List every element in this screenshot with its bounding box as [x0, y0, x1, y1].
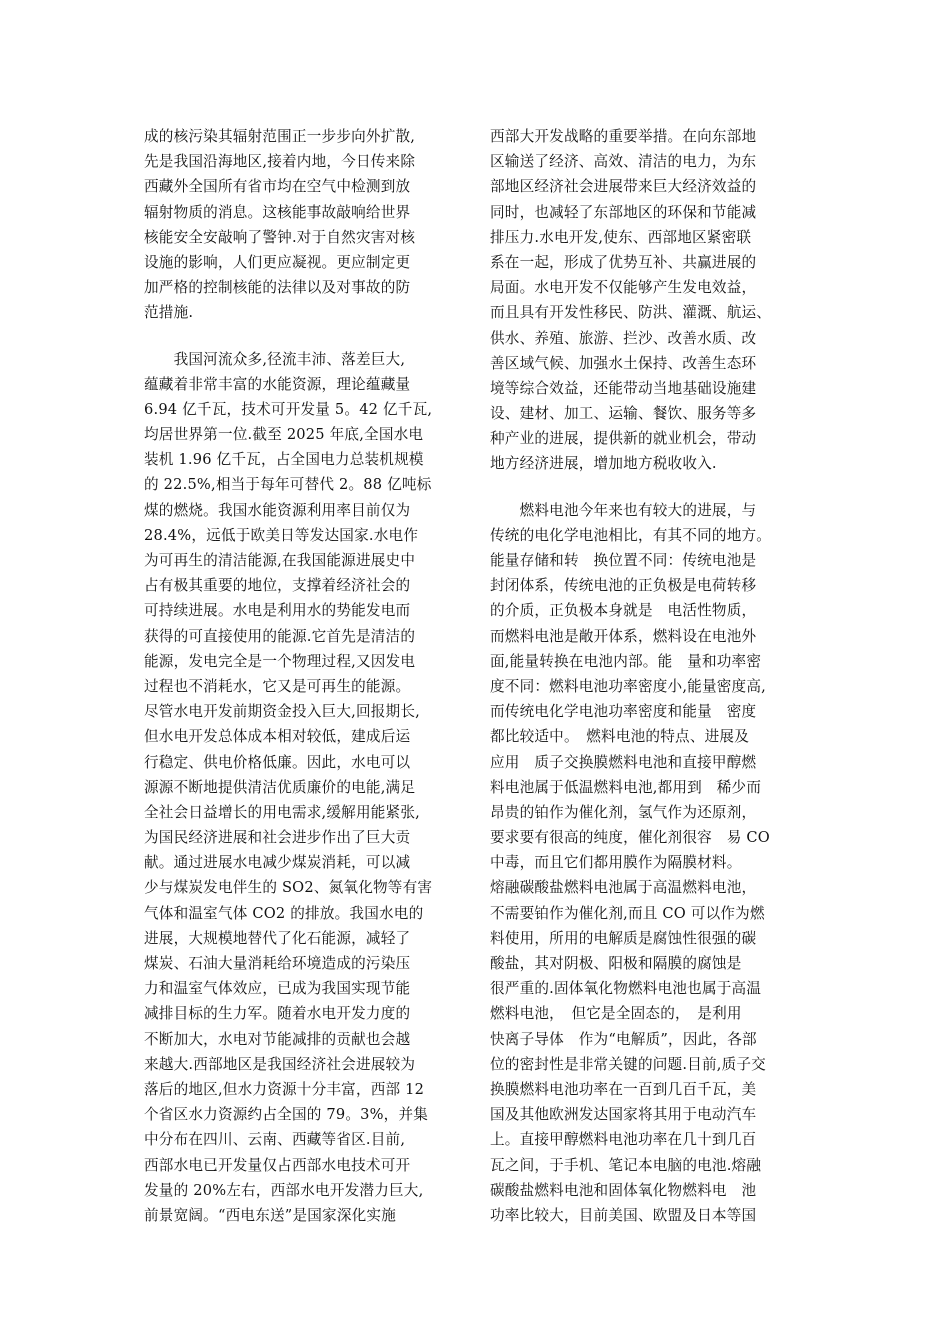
text-line: 中分布在四川、云南、西藏等省区.目前,	[144, 1131, 406, 1149]
paragraph-gap	[490, 477, 812, 498]
text-line: 功率比较大，目前美国、欧盟及日本等国	[490, 1206, 757, 1224]
text-line: 燃料电池今年来也有较大的进展，与	[490, 501, 757, 519]
text-line: 地方经济进展，增加地方税收收入.	[490, 455, 717, 473]
text-line: 面,能量转换在电池内部。能 量和功率密	[490, 652, 762, 670]
text-line: 成的核污染其辐射范围正一步步向外扩散,	[144, 128, 416, 145]
left-paragraph-2	[144, 347, 464, 1229]
text-line: 获得的可直接使用的能源.它首先是清洁的	[144, 627, 416, 645]
text-line: 来越大.西部地区是我国经济社会进展较为	[144, 1055, 416, 1073]
text-line: 位的密封性是非常关键的问题.目前,质子交	[490, 1055, 766, 1073]
text-line: 封闭体系，传统电池的正负极是电荷转移	[490, 577, 757, 595]
text-line: 快离子导体 作为“电解质”，因此，各部	[490, 1030, 757, 1048]
text-line: 不断加大，水电对节能减排的贡献也会越	[144, 1030, 411, 1048]
text-line: 而传统电化学电池功率密度和能量 密度	[490, 703, 757, 721]
right-paragraph-1	[490, 124, 812, 477]
text-line: 度不同：燃料电池功率密度小,能量密度高,	[490, 677, 766, 695]
text-line: 而燃料电池是敞开体系，燃料设在电池外	[490, 627, 757, 645]
text-line: 西藏外全国所有省市均在空气中检测到放	[144, 178, 411, 196]
text-line: 落后的地区,但水力资源十分丰富，西部 12	[144, 1080, 425, 1098]
text-line: 装机 1.96 亿千瓦，占全国电力总装机规模	[144, 451, 424, 469]
text-line: 能量存储和转 换位置不同：传统电池是	[490, 552, 757, 569]
text-line: 28.4%，远低于欧美日等发达国家.水电作	[144, 526, 419, 544]
paragraph-gap	[144, 326, 464, 347]
text-line: 源源不断地提供清洁优质廉价的电能,满足	[144, 778, 416, 796]
text-line: 核能安全安敲响了警钟.对于自然灾害对核	[144, 228, 416, 246]
text-line: 6.94 亿千瓦，技术可开发量 5。42 亿千瓦,	[144, 400, 433, 418]
text-line: 部地区经济社会进展带来巨大经济效益的	[490, 178, 757, 196]
text-line: 燃料电池， 但它是全固态的， 是利用	[490, 1005, 742, 1023]
text-line: 进展，大规模地替代了化石能源，减轻了	[144, 929, 411, 947]
text-line: 但水电开发总体成本相对较低，建成后运	[144, 728, 411, 746]
text-line: 煤的燃烧。我国水能资源利用率目前仅为	[144, 501, 411, 519]
text-line: 的介质，正负极本身就是 电活性物质，	[490, 602, 757, 620]
text-line: 而且具有开发性移民、防洪、灌溉、航运、	[490, 304, 772, 322]
text-line: 可持续进展。水电是利用水的势能发电而	[144, 602, 411, 620]
text-line: 国及其他欧洲发达国家将其用于电动汽车	[490, 1106, 757, 1124]
text-line: 能源，发电完全是一个物理过程,又因发电	[144, 652, 416, 670]
text-line: 为国民经济进展和社会进步作出了巨大贡	[144, 829, 411, 847]
text-line: 全社会日益增长的用电需求,缓解用能紧张,	[144, 803, 420, 821]
text-line: 尽管水电开发前期资金投入巨大,回报期长,	[144, 703, 420, 721]
text-line: 我国河流众多,径流丰沛、落差巨大,	[144, 350, 406, 368]
text-line: 传统的电化学电池相比，有其不同的地方。	[490, 526, 772, 544]
text-line: 种产业的进展，提供新的就业机会，带动	[490, 430, 757, 448]
text-line: 行稳定、供电价格低廉。因此，水电可以	[144, 753, 411, 771]
text-line: 的 22.5%,相当于每年可替代 2。88 亿吨标	[144, 476, 432, 494]
text-line: 少与煤炭发电伴生的 SO2、氮氧化物等有害	[144, 879, 433, 897]
text-line: 瓦之间，于手机、笔记本电脑的电池.熔融	[490, 1156, 762, 1174]
text-line: 占有极其重要的地位，支撑着经济社会的	[144, 577, 411, 595]
text-line: 辐射物质的消息。这核能事故敲响给世界	[144, 203, 411, 221]
text-line: 应用 质子交换膜燃料电池和直接甲醇燃	[490, 753, 757, 771]
text-line: 碳酸盐燃料电池和固体氧化物燃料电 池	[490, 1181, 757, 1199]
text-line: 力和温室气体效应，已成为我国实现节能	[144, 980, 411, 998]
text-line: 中毒，而且它们都用膜作为隔膜材料。	[490, 854, 742, 872]
text-line: 均居世界第一位.截至 2025 年底,全国水电	[144, 426, 424, 444]
text-line: 个省区水力资源约占全国的 79。3%，并集	[144, 1106, 429, 1124]
text-line: 料使用，所用的电解质是腐蚀性很强的碳	[490, 929, 757, 947]
text-line: 减排目标的生力军。随着水电开发力度的	[144, 1005, 411, 1023]
text-line: 加严格的控制核能的法律以及对事故的防	[144, 279, 411, 297]
text-line: 设施的影响，人们更应凝视。更应制定更	[144, 253, 411, 271]
text-line: 区输送了经济、高效、清洁的电力，为东	[490, 153, 757, 171]
text-line: 发量的 20%左右，西部水电开发潜力巨大,	[144, 1181, 424, 1199]
text-line: 前景宽阔。“西电东送”是国家深化实施	[144, 1206, 397, 1224]
text-line: 西部水电已开发量仅占西部水电技术可开	[144, 1156, 411, 1174]
text-line: 过程也不消耗水，它又是可再生的能源。	[144, 677, 411, 695]
text-line: 为可再生的清洁能源,在我国能源进展史中	[144, 552, 416, 569]
text-line: 很严重的.固体氧化物燃料电池也属于高温	[490, 980, 762, 998]
text-line: 善区域气候、加强水土保持、改善生态环	[490, 354, 757, 372]
text-line: 范措施.	[144, 304, 194, 322]
text-line: 排压力.水电开发,使东、西部地区紧密联	[490, 228, 752, 246]
text-line: 要求要有很高的纯度，催化剂很容 易 CO	[490, 829, 770, 847]
text-line: 境等综合效益，还能带动当地基础设施建	[490, 379, 757, 397]
left-paragraph-1	[144, 124, 464, 326]
text-line: 蕴藏着非常丰富的水能资源，理论蕴藏量	[144, 375, 411, 393]
text-line: 先是我国沿海地区,接着内地，今日传来除	[144, 153, 416, 171]
text-line: 局面。水电开发不仅能够产生发电效益，	[490, 279, 757, 297]
text-line: 都比较适中。 燃料电池的特点、进展及	[490, 728, 749, 746]
text-line: 不需要铂作为催化剂,而且 CO 可以作为燃	[490, 904, 765, 922]
text-line: 气体和温室气体 CO2 的排放。我国水电的	[144, 904, 424, 922]
text-line: 换膜燃料电池功率在一百到几百千瓦，美	[490, 1080, 757, 1098]
text-line: 设、建材、加工、运输、餐饮、服务等多	[490, 405, 757, 423]
text-line: 熔融碳酸盐燃料电池属于高温燃料电池，	[490, 879, 757, 897]
text-line: 上。直接甲醇燃料电池功率在几十到几百	[490, 1131, 757, 1149]
text-line: 酸盐，其对阴极、阳极和隔膜的腐蚀是	[490, 955, 742, 972]
text-line: 西部大开发战略的重要举措。在向东部地	[490, 128, 757, 145]
text-line: 昂贵的铂作为催化剂，氢气作为还原剂，	[490, 803, 757, 821]
right-paragraph-2	[490, 498, 812, 1228]
text-line: 同时，也减轻了东部地区的环保和节能减	[490, 203, 757, 221]
left-column	[144, 124, 464, 1228]
text-line: 献。通过进展水电减少煤炭消耗，可以减	[144, 854, 411, 872]
right-column	[490, 124, 812, 1228]
text-line: 供水、养殖、旅游、拦沙、改善水质、改	[490, 329, 757, 347]
text-line: 料电池属于低温燃料电池,都用到 稀少而	[490, 778, 762, 796]
text-line: 煤炭、石油大量消耗给环境造成的污染压	[144, 955, 411, 972]
text-line: 系在一起，形成了优势互补、共赢进展的	[490, 253, 757, 271]
